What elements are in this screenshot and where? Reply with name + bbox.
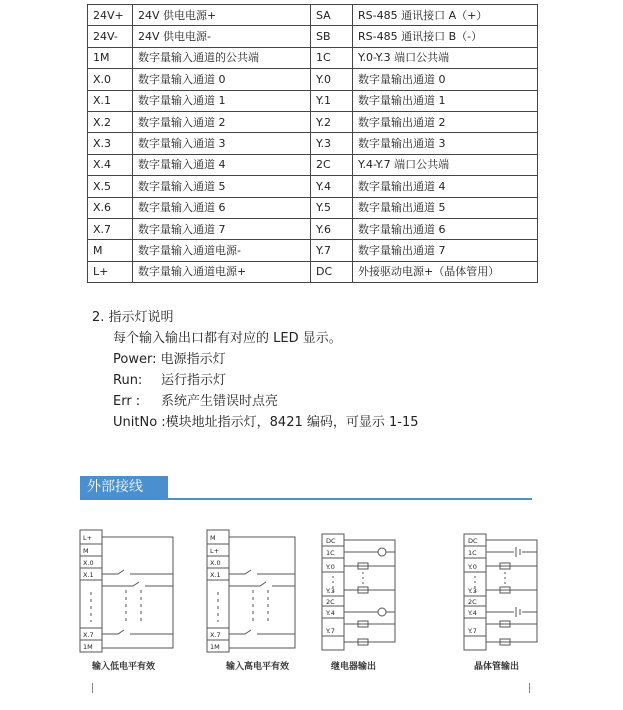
note-run-desc: 运行指示灯 xyxy=(161,373,227,388)
pin-right-desc: 数字量输出通道 0 xyxy=(353,69,538,90)
d2-pin-2: X.0 xyxy=(210,559,221,567)
pin-left-code: X.4 xyxy=(88,154,133,175)
pin-right-code: DC xyxy=(311,261,353,282)
notes-heading: 2. 指示灯说明 xyxy=(92,310,174,325)
note-err-desc: 系统产生错误时点亮 xyxy=(161,394,279,409)
note-err xyxy=(113,391,419,412)
pin-left-code: X.2 xyxy=(88,111,133,132)
pin-left-code: X.1 xyxy=(88,90,133,111)
pin-left-code: 24V- xyxy=(88,26,133,47)
pin-left-desc: 数字量输入通道 0 xyxy=(133,69,311,90)
pin-right-desc: 数字量输出通道 6 xyxy=(353,218,538,239)
pin-table-row xyxy=(88,90,538,111)
note-run xyxy=(113,370,419,391)
caption-relay-output: 继电器输出 xyxy=(331,662,377,672)
pin-left-desc: 数字量输入通道 4 xyxy=(133,154,311,175)
pin-table-row xyxy=(88,5,538,26)
note-unit-desc: 模块地址指示灯，8421 编码，可显示 1-15 xyxy=(165,415,419,430)
pin-table-row xyxy=(88,176,538,197)
pin-left-code: X.3 xyxy=(88,133,133,154)
d4-pin-0: DC xyxy=(468,537,478,545)
d1-pin-2: X.0 xyxy=(83,559,94,567)
d2-pin-4: X.7 xyxy=(210,631,221,639)
pin-right-code: Y.0 xyxy=(311,69,353,90)
pin-left-desc: 数字量输入通道电源+ xyxy=(133,261,311,282)
d3-pin-4: 2C xyxy=(326,598,335,606)
wiring-diagram-input-high xyxy=(205,526,305,656)
pin-left-code: X.0 xyxy=(88,69,133,90)
d3-pin-6: Y.7 xyxy=(326,627,335,635)
pin-table-row xyxy=(88,197,538,218)
pin-right-code: SA xyxy=(311,5,353,26)
note-power-key: Power: xyxy=(113,352,157,367)
pin-definition-table xyxy=(87,4,538,283)
notes-intro: 每个输入输出口都有对应的 LED 显示。 xyxy=(113,331,342,346)
pin-right-desc: RS-485 通讯接口 A（+） xyxy=(353,5,538,26)
pin-table-row xyxy=(88,240,538,261)
caption-input-low: 输入低电平有效 xyxy=(92,662,156,672)
pin-right-code: 1C xyxy=(311,47,353,68)
pin-left-desc: 数字量输入通道 1 xyxy=(133,90,311,111)
pin-left-desc: 数字量输入通道电源- xyxy=(133,240,311,261)
pin-right-desc: 外接驱动电源+（晶体管用） xyxy=(353,261,538,282)
pin-table-row xyxy=(88,261,538,282)
d1-pin-1: M xyxy=(83,547,89,555)
pin-left-desc: 数字量输入通道 5 xyxy=(133,176,311,197)
d1-pin-5: 1M xyxy=(83,643,93,651)
indicator-notes xyxy=(92,307,419,433)
d3-pin-5: Y.4 xyxy=(326,609,335,617)
pin-right-code: Y.5 xyxy=(311,197,353,218)
wiring-diagram-input-low xyxy=(78,526,178,656)
pin-table-row xyxy=(88,69,538,90)
page-tick-left xyxy=(92,683,93,693)
pin-right-desc: 数字量输出通道 7 xyxy=(353,240,538,261)
d3-pin-3: Y.3 xyxy=(326,587,335,595)
d4-pin-6: Y.7 xyxy=(468,627,477,635)
d2-pin-3: X.1 xyxy=(210,571,221,579)
pin-left-code: X.5 xyxy=(88,176,133,197)
wiring-diagram-transistor-output xyxy=(462,526,552,656)
pin-table-body xyxy=(88,5,538,283)
pin-table-row xyxy=(88,111,538,132)
pin-table-row xyxy=(88,47,538,68)
pin-right-desc: 数字量输出通道 4 xyxy=(353,176,538,197)
pin-right-code: Y.3 xyxy=(311,133,353,154)
pin-right-desc: RS-485 通讯接口 B（-） xyxy=(353,26,538,47)
pin-left-code: M xyxy=(88,240,133,261)
note-power-desc: 电源指示灯 xyxy=(160,352,226,367)
pin-table-row xyxy=(88,26,538,47)
note-err-key: Err : xyxy=(113,394,141,409)
pin-left-desc: 数字量输入通道 6 xyxy=(133,197,311,218)
d4-pin-3: Y.3 xyxy=(468,587,477,595)
pin-left-desc: 24V 供电电源+ xyxy=(133,5,311,26)
caption-transistor-output: 晶体管输出 xyxy=(474,662,520,672)
d2-pin-5: 1M xyxy=(210,643,220,651)
pin-right-code: Y.1 xyxy=(311,90,353,111)
pin-right-desc: 数字量输出通道 2 xyxy=(353,111,538,132)
pin-left-desc: 数字量输入通道 2 xyxy=(133,111,311,132)
pin-right-code: Y.7 xyxy=(311,240,353,261)
section-underline xyxy=(80,498,532,500)
d4-pin-1: 1C xyxy=(468,549,477,557)
d4-pin-4: 2C xyxy=(468,598,477,606)
pin-left-code: X.6 xyxy=(88,197,133,218)
d3-pin-2: Y.0 xyxy=(326,563,335,571)
pin-right-code: Y.2 xyxy=(311,111,353,132)
d2-pin-0: M xyxy=(210,534,216,542)
pin-left-desc: 数字量输入通道的公共端 xyxy=(133,47,311,68)
d3-pin-1: 1C xyxy=(326,549,335,557)
d3-pin-0: DC xyxy=(326,537,336,545)
pin-table-row xyxy=(88,133,538,154)
pin-table-row xyxy=(88,218,538,239)
note-unit-key: UnitNo : xyxy=(113,415,166,430)
pin-table-row xyxy=(88,154,538,175)
pin-right-desc: Y.4-Y.7 端口公共端 xyxy=(353,154,538,175)
pin-right-desc: 数字量输出通道 3 xyxy=(353,133,538,154)
note-power xyxy=(113,349,419,370)
page-tick-right xyxy=(529,683,530,693)
d1-pin-3: X.1 xyxy=(83,571,94,579)
d1-pin-0: L+ xyxy=(83,534,93,542)
pin-right-desc: 数字量输出通道 1 xyxy=(353,90,538,111)
d2-pin-1: L+ xyxy=(210,547,220,555)
pin-right-code: 2C xyxy=(311,154,353,175)
pin-right-code: SB xyxy=(311,26,353,47)
d1-pin-4: X.7 xyxy=(83,631,94,639)
section-banner: 外部接线 xyxy=(80,476,168,499)
wiring-diagram-relay-output xyxy=(320,526,410,656)
pin-left-code: X.7 xyxy=(88,218,133,239)
pin-left-code: 1M xyxy=(88,47,133,68)
pin-right-desc: 数字量输出通道 5 xyxy=(353,197,538,218)
pin-right-desc: Y.0-Y.3 端口公共端 xyxy=(353,47,538,68)
d4-pin-2: Y.0 xyxy=(468,563,477,571)
note-run-key: Run: xyxy=(113,373,143,388)
pin-left-desc: 24V 供电电源- xyxy=(133,26,311,47)
note-unit xyxy=(113,412,419,433)
pin-left-code: 24V+ xyxy=(88,5,133,26)
pin-left-desc: 数字量输入通道 3 xyxy=(133,133,311,154)
pin-right-code: Y.4 xyxy=(311,176,353,197)
pin-left-code: L+ xyxy=(88,261,133,282)
d4-pin-5: Y.4 xyxy=(468,609,477,617)
caption-input-high: 输入高电平有效 xyxy=(226,662,290,672)
pin-left-desc: 数字量输入通道 7 xyxy=(133,218,311,239)
pin-right-code: Y.6 xyxy=(311,218,353,239)
